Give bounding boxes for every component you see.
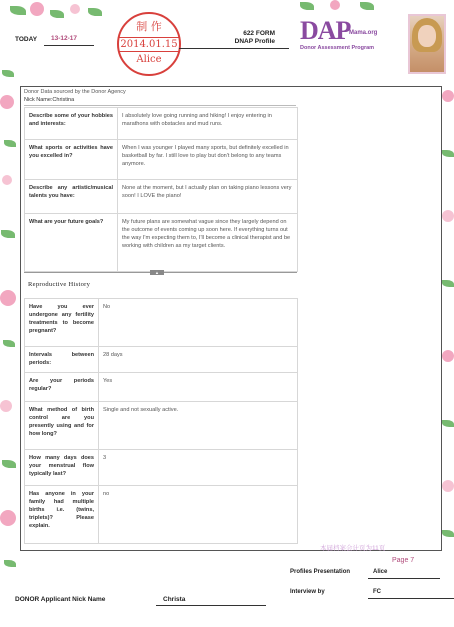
today-date: 13-12-17 [51,35,78,42]
interview-by-label: Interview by [290,589,325,595]
table-row [25,347,298,373]
interview-by-value: FC [373,589,381,595]
table-row [25,140,298,180]
answer-cell: When I was younger I played many sports, but definitely excelled in basketball by far. I still love to play but don't belong to any teams anymore. [118,140,298,180]
stamp-top-text: 制 作 [136,20,162,33]
answer-cell: None at the moment, but I actually plan on taking piano lessons very soon! I LOVE the piano! [118,180,298,214]
agency-source-line: Donor Data sourced by the Donor Agency [24,89,126,95]
interview-by-underline [368,598,454,599]
dap-logo-subtitle: Donor Assessment Program [300,45,375,51]
stamp-name: Alice [136,54,162,65]
page-count-watermark: 本届档案会计页为11页 [320,545,386,552]
question-cell: Describe some of your hobbies and interests: [25,108,118,140]
donor-photo [408,14,446,74]
table-row [25,214,298,272]
form-title-line1: 622 FORM [243,30,275,37]
question-cell: Describe any artistic/musical talents you have: [25,180,118,214]
profiles-presentation-underline [368,578,440,579]
question-cell: How many days does your menstrual flow typically last? [25,450,99,486]
answer-cell: No [99,299,298,347]
today-underline [44,45,94,46]
donor-nick-name-label: DONOR Applicant Nick Name [15,596,106,603]
form-title-line2: DNAP Profile [234,38,275,45]
table-row [25,486,298,544]
answer-cell: 3 [99,450,298,486]
header-underline [179,48,289,49]
answer-cell: no [99,486,298,544]
floral-border-right [442,0,454,627]
table-row [25,180,298,214]
question-cell: Are your periods regular? [25,373,99,402]
question-cell: What sports or activities have you excelled in? [25,140,118,180]
production-stamp [117,12,181,76]
stamp-date: 2014.01.15 [120,39,178,50]
question-cell: Intervals between periods: [25,347,99,373]
profiles-presentation-value: Alice [373,569,388,575]
answer-cell: Yes [99,373,298,402]
floral-top-corner [0,0,120,30]
table-row [25,299,298,347]
answer-cell: I absolutely love going running and hiking! I enjoy entering in marathons with obstacles and mud runs. [118,108,298,140]
today-label: TODAY [15,36,38,43]
table-row [25,402,298,450]
donor-data-table [24,107,298,272]
reproductive-history-title: Reproductive History [28,281,91,288]
table-row [25,450,298,486]
table-row [25,373,298,402]
divider-handle-icon: ▲ [150,270,164,275]
question-cell: What method of birth control are you presently using and for how long? [25,402,99,450]
profiles-presentation-label: Profiles Presentation [290,569,351,575]
answer-cell: My future plans are somewhat vague since they largely depend on the outcome of events coming up soon here. If everything turns out the way I'm expecting them to, I'll become a clinical therapist and be working with children as my target clients. [118,214,298,272]
question-cell: What are your future goals? [25,214,118,272]
floral-border-left [0,0,22,627]
answer-cell: 28 days [99,347,298,373]
page-number: Page 7 [392,557,415,564]
dap-logo: DAP [300,16,351,45]
question-cell: Has anyone in your family had multiple births i.e. (twins, triplets)? Please explain. [25,486,99,544]
question-cell: Have you ever undergone any fertility treatments to become pregnant? [25,299,99,347]
table-row [25,108,298,140]
nick-name-line: Nick Name:Christina [24,97,296,106]
floral-top-right [290,0,410,14]
answer-cell: Single and not sexually active. [99,402,298,450]
reproductive-history-table [24,298,298,544]
dap-logo-domain: Mama.org [349,30,378,36]
donor-nick-name-underline [156,605,266,606]
donor-nick-name-value: Christa [163,596,186,603]
